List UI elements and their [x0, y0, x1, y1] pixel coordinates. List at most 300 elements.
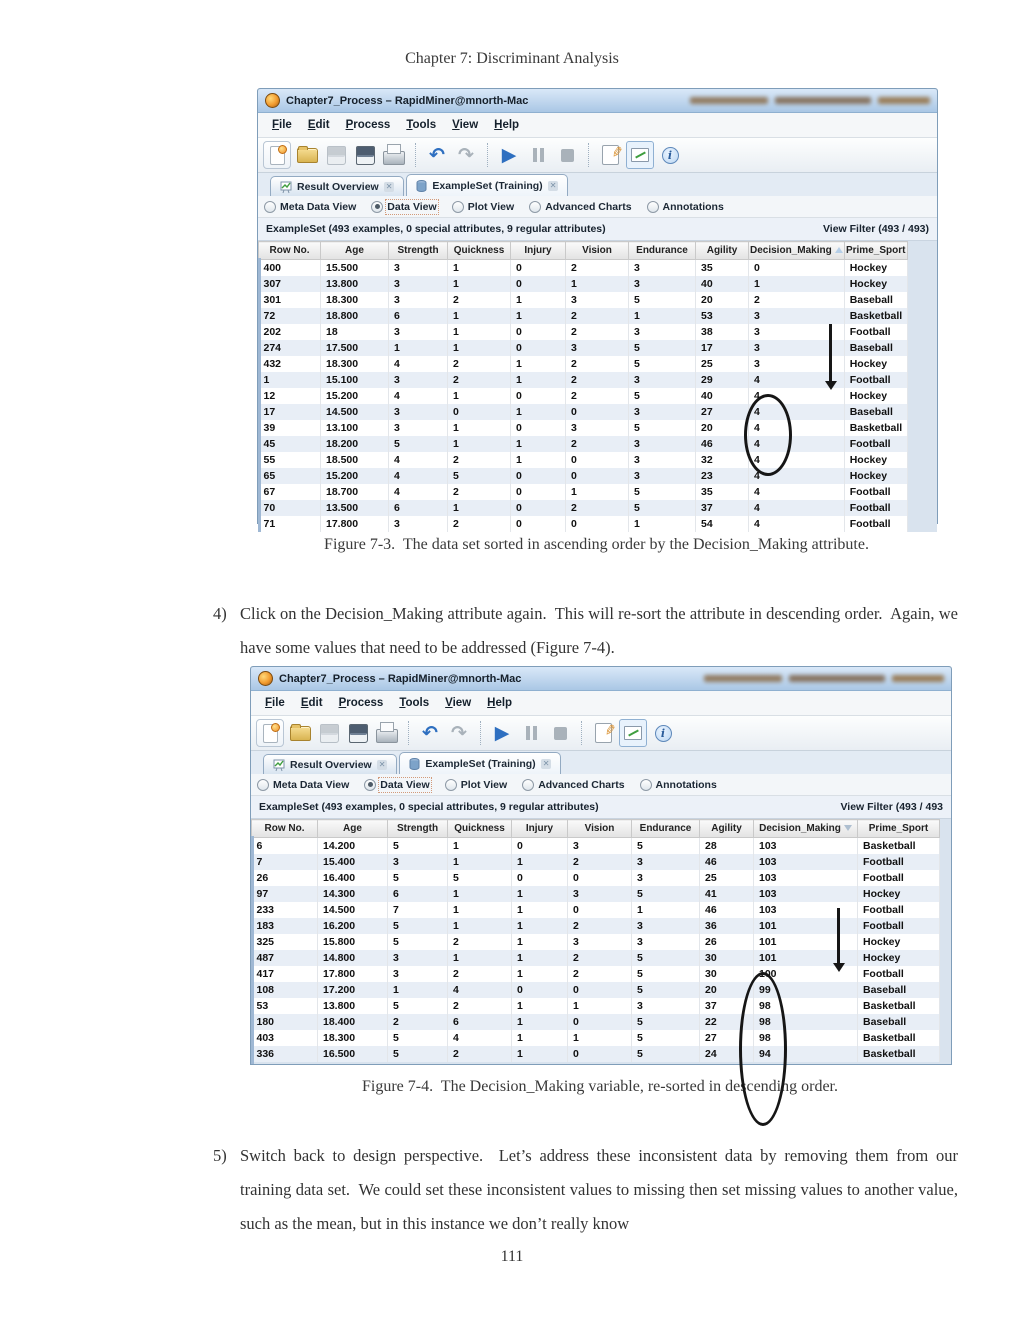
view-radio-data-view[interactable]: Data View [364, 779, 429, 791]
table-cell: 40 [696, 276, 749, 292]
table-cell: 41 [700, 886, 754, 902]
table-cell: 18.300 [321, 292, 389, 308]
view-radio-plot-view[interactable]: Plot View [452, 201, 515, 213]
table-cell: 4 [389, 388, 448, 404]
table-cell: 0 [511, 324, 566, 340]
result-overview-icon [273, 759, 285, 771]
table-cell: 15.500 [321, 260, 389, 277]
redo-icon[interactable]: ↷ [451, 721, 467, 744]
save-process-as-icon[interactable] [352, 142, 378, 168]
table-cell: 103 [754, 854, 858, 870]
table-cell: Football [844, 436, 907, 452]
menu-help[interactable]: Help [487, 697, 513, 709]
table-cell: 30 [700, 950, 754, 966]
table-cell: 72 [259, 308, 321, 324]
column-header-prime-sport[interactable]: Prime_Sport [844, 242, 907, 260]
table-cell: 1 [448, 420, 511, 436]
table-cell: 1 [511, 436, 566, 452]
view-filter-label[interactable]: View Filter (493 / 493 [840, 801, 943, 813]
menu-view[interactable]: View [452, 119, 479, 131]
column-header-vision[interactable]: Vision [566, 242, 629, 260]
table-cell: 38 [696, 324, 749, 340]
table-cell: 98 [754, 1030, 858, 1046]
pause-process-icon[interactable] [525, 142, 551, 168]
table-cell: 336 [252, 1046, 318, 1062]
view-radio-data-view[interactable]: Data View [371, 201, 436, 213]
results-perspective-icon[interactable] [619, 719, 647, 747]
column-header-strength[interactable]: Strength [389, 242, 448, 260]
table-cell: Baseball [844, 340, 907, 356]
table-cell: 5 [388, 1046, 448, 1062]
table-cell: 0 [448, 404, 511, 420]
table-cell: 17.800 [318, 966, 388, 982]
table-cell: 26 [252, 870, 318, 886]
table-cell: 1 [448, 340, 511, 356]
table-row[interactable] [259, 468, 908, 484]
table-cell: 0 [511, 388, 566, 404]
table-row[interactable] [259, 452, 908, 468]
table-cell: 0 [566, 404, 629, 420]
table-cell: 103 [754, 886, 858, 902]
table-cell: 1 [448, 436, 511, 452]
table-cell: 1 [566, 276, 629, 292]
table-cell: 23 [696, 468, 749, 484]
radio-icon [264, 201, 276, 213]
table-cell: 5 [632, 950, 700, 966]
column-header-strength[interactable]: Strength [388, 820, 448, 838]
column-header-prime-sport[interactable]: Prime_Sport [858, 820, 940, 838]
radio-icon [522, 779, 534, 791]
table-row[interactable] [259, 292, 908, 308]
table-cell: 3 [632, 870, 700, 886]
undo-icon[interactable]: ↶ [429, 143, 445, 166]
view-radio-plot-view[interactable]: Plot View [445, 779, 508, 791]
column-header-endurance[interactable]: Endurance [629, 242, 696, 260]
table-cell: 3 [389, 324, 448, 340]
menu-edit[interactable]: Edit [300, 697, 323, 709]
column-header-injury[interactable]: Injury [512, 820, 568, 838]
table-cell: 18.800 [321, 308, 389, 324]
table-row[interactable] [252, 838, 940, 855]
table-cell: 101 [754, 950, 858, 966]
table-cell: 14.200 [318, 838, 388, 855]
table-cell: 53 [252, 998, 318, 1014]
column-header-quickness[interactable]: Quickness [448, 820, 512, 838]
column-header-injury[interactable]: Injury [511, 242, 566, 260]
toolbar-separator [487, 143, 488, 167]
window-titlebar[interactable] [251, 667, 951, 691]
info-icon[interactable] [657, 142, 683, 168]
tab-result-overview[interactable] [263, 754, 397, 774]
tab-strip [251, 751, 951, 774]
new-process-icon[interactable] [263, 141, 291, 169]
exampleset-summary: ExampleSet (493 examples, 0 special attributes, 9 regular attributes) [259, 801, 599, 813]
table-row[interactable] [259, 436, 908, 452]
tab-label: ExampleSet (Training) [432, 179, 543, 192]
table-row[interactable] [259, 340, 908, 356]
print-icon[interactable] [374, 720, 400, 746]
column-header-row-no[interactable]: Row No. [259, 242, 321, 260]
table-row[interactable] [252, 870, 940, 886]
table-cell: 5 [388, 870, 448, 886]
menu-help[interactable]: Help [494, 119, 520, 131]
view-radio-advanced-charts[interactable]: Advanced Charts [529, 201, 631, 213]
table-cell: 5 [389, 436, 448, 452]
table-cell: 4 [749, 484, 845, 500]
table-cell: 3 [629, 260, 696, 277]
table-cell: 3 [389, 516, 448, 532]
table-cell: 0 [566, 468, 629, 484]
table-cell: 18.200 [321, 436, 389, 452]
stop-process-icon[interactable] [554, 142, 580, 168]
table-cell: 0 [512, 838, 568, 855]
toolbar-separator [415, 143, 416, 167]
column-header-age[interactable]: Age [321, 242, 389, 260]
table-cell: 0 [512, 982, 568, 998]
table-cell: 108 [252, 982, 318, 998]
table-row[interactable] [252, 886, 940, 902]
table-cell: 5 [388, 838, 448, 855]
table-cell: 4 [749, 452, 845, 468]
table-cell: 98 [754, 1014, 858, 1030]
menu-file[interactable]: File [272, 119, 292, 131]
table-cell: 54 [696, 516, 749, 532]
table-cell: 1 [448, 950, 512, 966]
column-header-endurance[interactable]: Endurance [632, 820, 700, 838]
results-perspective-icon[interactable] [626, 141, 654, 169]
table-cell: 5 [632, 966, 700, 982]
table-cell: 5 [448, 870, 512, 886]
table-cell: 65 [259, 468, 321, 484]
table-cell: 5 [632, 1014, 700, 1030]
radio-icon [445, 779, 457, 791]
table-row[interactable] [259, 372, 908, 388]
close-tab-icon[interactable]: ✕ [549, 180, 557, 190]
table-cell: 1 [512, 854, 568, 870]
table-cell: Hockey [844, 260, 907, 277]
radio-icon [364, 779, 376, 791]
view-radio-advanced-charts[interactable]: Advanced Charts [522, 779, 624, 791]
table-cell: 103 [754, 870, 858, 886]
table-cell: 1 [448, 902, 512, 918]
table-cell: 3 [629, 324, 696, 340]
table-cell: 18.700 [321, 484, 389, 500]
table-cell: 1 [448, 854, 512, 870]
toolbar-separator [408, 721, 409, 745]
table-cell: 4 [389, 356, 448, 372]
tab-result-overview[interactable] [270, 176, 404, 196]
column-header-quickness[interactable]: Quickness [448, 242, 511, 260]
table-row[interactable] [259, 324, 908, 340]
table-row[interactable] [252, 982, 940, 998]
table-cell: 2 [566, 388, 629, 404]
table-cell: 15.200 [321, 468, 389, 484]
run-process-icon[interactable]: ▶ [501, 143, 517, 166]
table-cell: 36 [700, 918, 754, 934]
table-cell: 0 [568, 1014, 632, 1030]
table-cell: 2 [448, 292, 511, 308]
table-cell: 3 [566, 340, 629, 356]
table-cell: 3 [389, 292, 448, 308]
menu-bar [251, 691, 951, 716]
column-header-vision[interactable]: Vision [568, 820, 632, 838]
annotation-ellipse [739, 972, 787, 1126]
table-cell: 3 [389, 404, 448, 420]
close-tab-icon[interactable]: ✕ [378, 759, 386, 769]
table-cell: 4 [448, 1030, 512, 1046]
table-cell: 0 [511, 500, 566, 516]
sort-asc-icon [835, 247, 843, 253]
radio-icon [529, 201, 541, 213]
column-header-age[interactable]: Age [318, 820, 388, 838]
menu-tools[interactable]: Tools [399, 697, 430, 709]
table-cell: 2 [448, 966, 512, 982]
design-perspective-icon[interactable] [597, 142, 623, 168]
table-cell: 5 [629, 484, 696, 500]
table-cell: 1 [749, 276, 845, 292]
table-cell: 3 [629, 468, 696, 484]
save-process-icon[interactable] [323, 142, 349, 168]
table-row[interactable] [259, 516, 908, 532]
table-row[interactable] [259, 484, 908, 500]
blurred-overlapping-window-title [690, 97, 930, 104]
table-cell: Basketball [858, 1030, 940, 1046]
redo-icon[interactable]: ↷ [458, 143, 474, 166]
table-row[interactable] [252, 1046, 940, 1062]
run-process-icon[interactable]: ▶ [494, 721, 510, 744]
table-cell: 29 [696, 372, 749, 388]
view-radio-meta-data-view[interactable]: Meta Data View [257, 779, 349, 791]
table-cell: 1 [568, 1030, 632, 1046]
list-item-4 [213, 597, 963, 665]
table-cell: 1 [511, 372, 566, 388]
table-cell: 0 [511, 484, 566, 500]
table-cell: 5 [388, 1030, 448, 1046]
table-cell: Football [858, 902, 940, 918]
table-cell: 403 [252, 1030, 318, 1046]
table-cell: 4 [749, 404, 845, 420]
table-cell: 103 [754, 902, 858, 918]
table-row[interactable] [252, 998, 940, 1014]
table-row[interactable] [259, 500, 908, 516]
table-cell: Football [844, 516, 907, 532]
rapidminer-logo-icon [265, 93, 280, 108]
menu-edit[interactable]: Edit [307, 119, 330, 131]
column-header-decision-making[interactable]: Decision_Making [749, 242, 845, 260]
table-cell: 1 [512, 1046, 568, 1062]
table-cell: 0 [749, 260, 845, 277]
table-cell: 16.500 [318, 1046, 388, 1062]
window-title: Chapter7_Process – RapidMiner@mnorth-Mac [286, 94, 529, 107]
save-process-icon[interactable] [316, 720, 342, 746]
table-cell: Basketball [844, 308, 907, 324]
table-cell: 70 [259, 500, 321, 516]
view-selector-bar [258, 196, 937, 218]
save-process-as-icon[interactable] [345, 720, 371, 746]
table-cell: 5 [629, 420, 696, 436]
table-cell: 1 [512, 950, 568, 966]
table-cell: 39 [259, 420, 321, 436]
table-cell: 103 [754, 838, 858, 855]
column-header-agility[interactable]: Agility [700, 820, 754, 838]
new-process-icon[interactable] [256, 719, 284, 747]
list-number: 5) [213, 1146, 227, 1165]
table-cell: 15.400 [318, 854, 388, 870]
data-view-table-area [251, 819, 951, 1064]
window-titlebar[interactable] [258, 89, 937, 113]
table-cell: 26 [700, 934, 754, 950]
table-cell: 6 [252, 838, 318, 855]
table-cell: 1 [448, 260, 511, 277]
table-cell: 15.200 [321, 388, 389, 404]
table-cell: 2 [566, 372, 629, 388]
table-cell: 3 [566, 292, 629, 308]
column-header-decision-making[interactable]: Decision_Making [754, 820, 858, 838]
table-row[interactable] [259, 308, 908, 324]
table-row[interactable] [259, 388, 908, 404]
window-title: Chapter7_Process – RapidMiner@mnorth-Mac [279, 672, 522, 685]
table-cell: 18.300 [321, 356, 389, 372]
dataset-icon [409, 758, 420, 770]
table-cell: 2 [448, 1046, 512, 1062]
table-cell: 0 [511, 420, 566, 436]
open-process-icon[interactable] [294, 142, 320, 168]
table-cell: 2 [566, 260, 629, 277]
table-cell: 2 [448, 452, 511, 468]
table-cell: 3 [632, 918, 700, 934]
toolbar-separator [581, 721, 582, 745]
table-cell: 2 [448, 372, 511, 388]
table-row[interactable] [259, 420, 908, 436]
table-cell: 101 [754, 918, 858, 934]
page-number: 111 [500, 1248, 524, 1265]
table-cell: 1 [448, 500, 511, 516]
table-row[interactable] [259, 276, 908, 292]
table-row[interactable] [252, 1030, 940, 1046]
table-cell: Basketball [858, 998, 940, 1014]
table-cell: 27 [696, 404, 749, 420]
table-cell: 13.800 [318, 998, 388, 1014]
view-radio-annotations[interactable]: Annotations [640, 779, 717, 791]
table-cell: 7 [252, 854, 318, 870]
table-row[interactable] [259, 356, 908, 372]
table-cell: Football [844, 372, 907, 388]
table-cell: 1 [511, 292, 566, 308]
table-cell: 5 [629, 340, 696, 356]
table-cell: 1 [629, 516, 696, 532]
table-cell: 67 [259, 484, 321, 500]
table-cell: 94 [754, 1046, 858, 1062]
toolbar-separator [588, 143, 589, 167]
table-cell: 20 [696, 420, 749, 436]
list-text: Switch back to design perspective. Let’s address these inconsistent data by removing them from our training data set. We could set these inconsistent values to missing then set missing values to another value, such as the mean, but in this instance we don’t really know [240, 1146, 963, 1233]
table-cell: 0 [511, 340, 566, 356]
table-cell: Baseball [844, 404, 907, 420]
table-cell: Hockey [844, 452, 907, 468]
pause-process-icon[interactable] [518, 720, 544, 746]
annotation-arrow [829, 324, 832, 382]
table-cell: 18.500 [321, 452, 389, 468]
table-cell: Baseball [858, 1014, 940, 1030]
figure-7-4-caption: Figure 7-4. The Decision_Making variable, re-sorted in descending order. [361, 1078, 838, 1095]
tab-label: ExampleSet (Training) [425, 757, 536, 770]
table-cell: 1 [448, 918, 512, 934]
table-cell: 3 [388, 966, 448, 982]
table-cell: 1 [448, 276, 511, 292]
table-cell: 4 [749, 388, 845, 404]
table-cell: 35 [696, 484, 749, 500]
close-tab-icon[interactable]: ✕ [542, 758, 550, 768]
table-cell: 1 [511, 404, 566, 420]
info-icon[interactable] [650, 720, 676, 746]
table-cell: 4 [389, 484, 448, 500]
menu-file[interactable]: File [265, 697, 285, 709]
table-cell: 202 [259, 324, 321, 340]
table-cell: 4 [749, 516, 845, 532]
stop-process-icon[interactable] [547, 720, 573, 746]
column-header-row-no[interactable]: Row No. [252, 820, 318, 838]
table-cell: 101 [754, 934, 858, 950]
table-cell: 3 [568, 886, 632, 902]
open-process-icon[interactable] [287, 720, 313, 746]
table-cell: 27 [700, 1030, 754, 1046]
view-radio-annotations[interactable]: Annotations [647, 201, 724, 213]
table-row[interactable] [259, 260, 908, 277]
undo-icon[interactable]: ↶ [422, 721, 438, 744]
table-cell: 14.800 [318, 950, 388, 966]
table-cell: 5 [632, 1046, 700, 1062]
table-cell: 1 [512, 1014, 568, 1030]
table-cell: 6 [389, 308, 448, 324]
table-row[interactable] [252, 854, 940, 870]
table-cell: 3 [749, 340, 845, 356]
table-cell: 1 [512, 886, 568, 902]
design-perspective-icon[interactable] [590, 720, 616, 746]
table-cell: 3 [632, 934, 700, 950]
table-cell: 2 [448, 484, 511, 500]
table-cell: 0 [512, 870, 568, 886]
table-cell: 20 [700, 982, 754, 998]
print-icon[interactable] [381, 142, 407, 168]
menu-tools[interactable]: Tools [406, 119, 437, 131]
tab-exampleset-training[interactable] [406, 174, 568, 196]
table-cell: Basketball [858, 1046, 940, 1062]
table-cell: 4 [389, 468, 448, 484]
toolbar-separator [480, 721, 481, 745]
table-cell: Football [858, 966, 940, 982]
table-cell: Hockey [844, 388, 907, 404]
table-cell: Baseball [858, 982, 940, 998]
table-row[interactable] [259, 404, 908, 420]
menu-view[interactable]: View [445, 697, 472, 709]
table-cell: 2 [566, 356, 629, 372]
table-cell: 3 [749, 324, 845, 340]
menu-process[interactable]: Process [345, 119, 391, 131]
table-cell: 3 [388, 950, 448, 966]
view-filter-label[interactable]: View Filter (493 / 493) [822, 223, 929, 235]
table-cell: 18.300 [318, 1030, 388, 1046]
blurred-overlapping-window-title [704, 675, 944, 682]
table-cell: 3 [388, 854, 448, 870]
menu-process[interactable]: Process [338, 697, 384, 709]
table-cell: Football [844, 484, 907, 500]
column-header-agility[interactable]: Agility [696, 242, 749, 260]
table-cell: Hockey [844, 468, 907, 484]
close-tab-icon[interactable]: ✕ [385, 181, 393, 191]
table-row[interactable] [252, 1014, 940, 1030]
tab-exampleset-training[interactable] [399, 752, 561, 774]
view-radio-meta-data-view[interactable]: Meta Data View [264, 201, 356, 213]
